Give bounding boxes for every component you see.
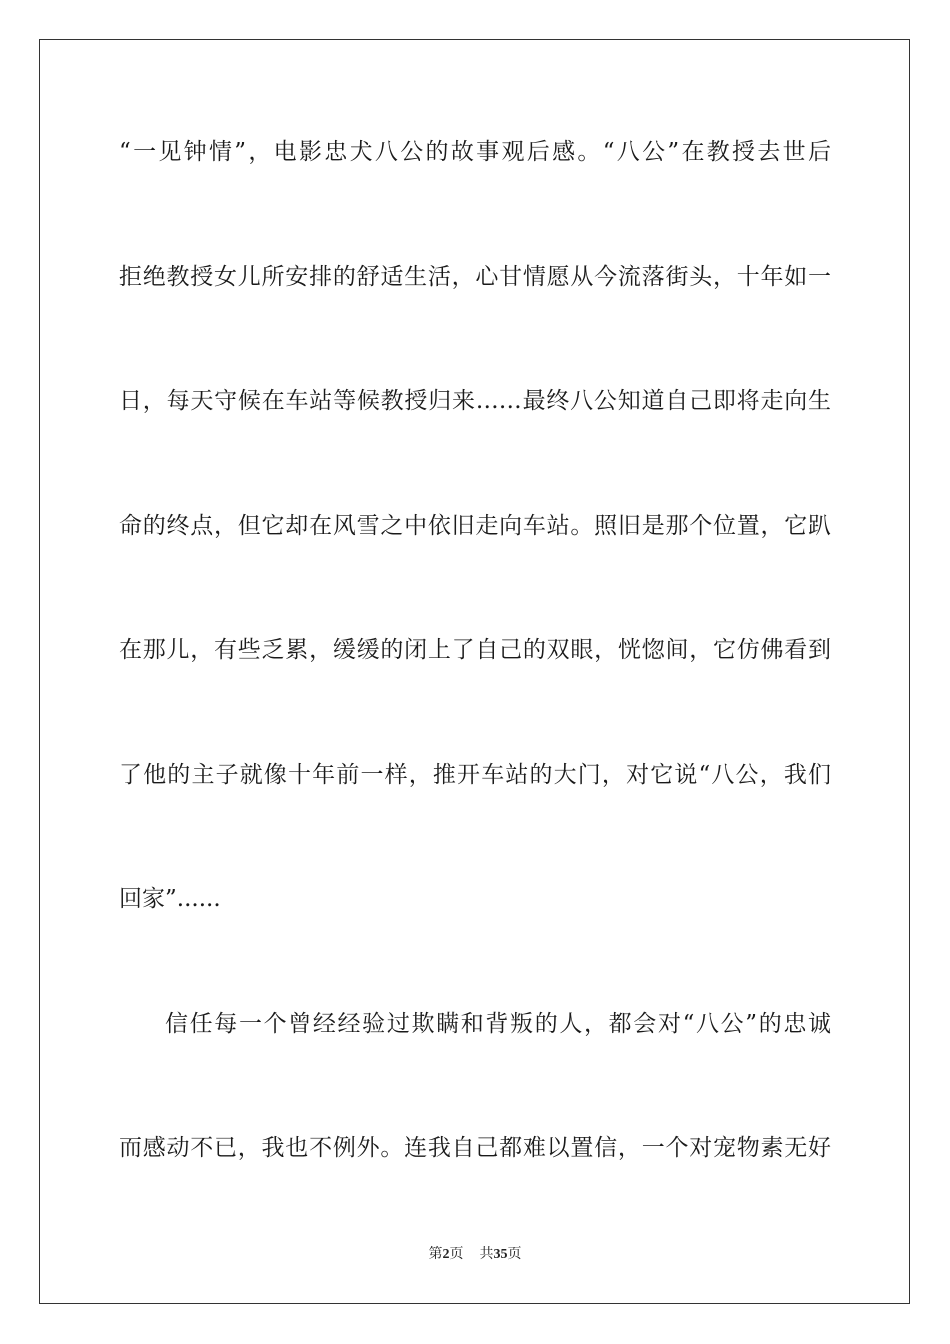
page-frame: [39, 39, 910, 1304]
text-line: 命的终点，但它却在风雪之中依旧走向车站。照旧是那个位置，它趴: [119, 513, 831, 539]
page-prefix: 第: [428, 1246, 443, 1262]
page-number: 2: [442, 1247, 450, 1262]
text-line: 拒绝教授女儿所安排的舒适生活，心甘情愿从今流落街头，十年如一: [119, 264, 831, 290]
total-suffix: 页: [507, 1246, 522, 1262]
text-line: 在那儿，有些乏累，缓缓的闭上了自己的双眼，恍惚间，它仿佛看到: [119, 637, 831, 663]
text-line: 而感动不已，我也不例外。连我自己都难以置信，一个对宠物素无好: [119, 1135, 831, 1161]
page-footer: [0, 1245, 950, 1264]
text-line: 了他的主子就像十年前一样，推开车站的大门，对它说“八公，我们: [119, 762, 831, 788]
page-suffix: 页: [449, 1246, 464, 1262]
total-pages: 35: [493, 1247, 508, 1262]
total-prefix: 共: [479, 1246, 494, 1262]
text-line: 日，每天守候在车站等候教授归来……最终八公知道自己即将走向生: [119, 388, 831, 414]
text-line: 信任每一个曾经经验过欺瞒和背叛的人，都会对“八公”的忠诚: [165, 1011, 831, 1037]
text-line: 回家”......: [119, 886, 221, 912]
text-line: “一见钟情”，电影忠犬八公的故事观后感。“八公”在教授去世后: [119, 139, 831, 165]
